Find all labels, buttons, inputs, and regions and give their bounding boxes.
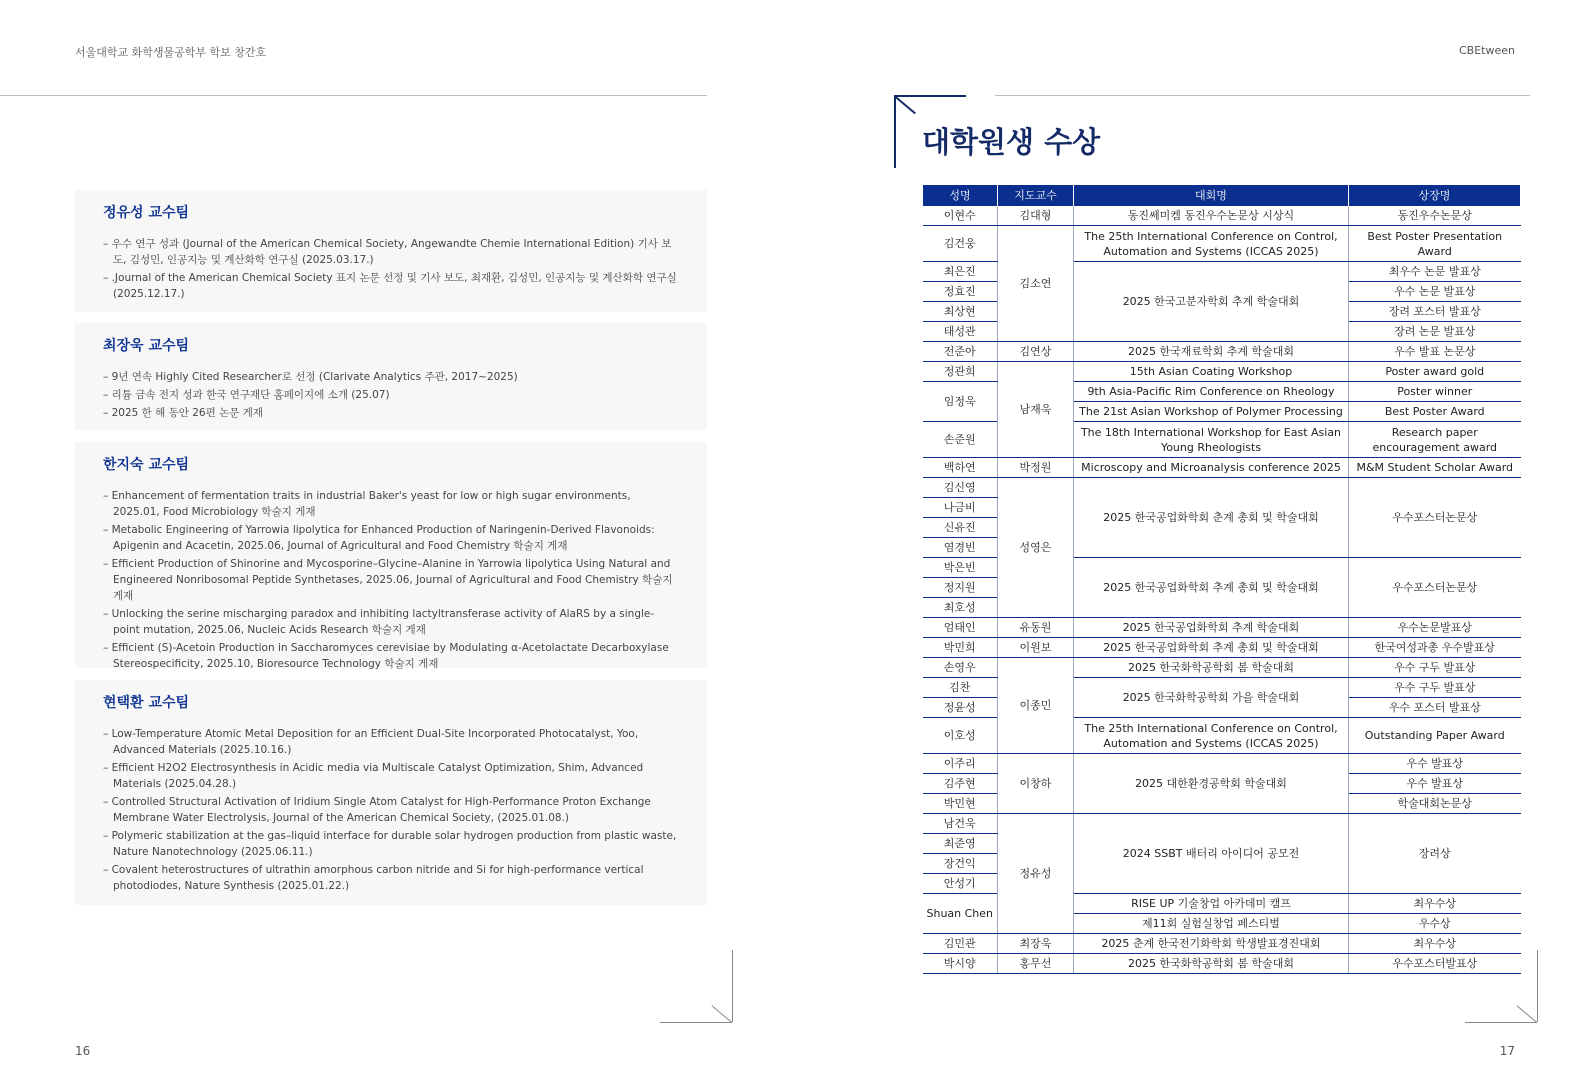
name-cell: 백하연 xyxy=(923,458,998,478)
prize-cell: 우수포스터논문상 xyxy=(1349,558,1521,618)
name-cell: 신유진 xyxy=(923,518,998,538)
name-cell: 김주현 xyxy=(923,774,998,794)
prize-cell: 우수 발표 논문상 xyxy=(1349,342,1521,362)
header-divider-right xyxy=(995,95,1530,96)
prize-cell: 우수상 xyxy=(1349,914,1521,934)
table-row xyxy=(923,226,1521,262)
team-item: – Efficient (S)-Acetoin Production in Saccharomyces cerevisiae by Modulating α-Acetolactate Decarboxylase Stereospecificity, 2025.10, Bioresource Technology 학술지 게재 xyxy=(103,640,679,672)
name-cell: 김신영 xyxy=(923,478,998,498)
name-cell: 이호성 xyxy=(923,718,998,754)
advisor-cell: 유동원 xyxy=(998,618,1074,638)
prize-cell: Poster award gold xyxy=(1349,362,1521,382)
name-cell: 임정욱 xyxy=(923,382,998,422)
page-number-left: 16 xyxy=(75,1044,91,1058)
corner-ornament-right xyxy=(1465,950,1540,1025)
advisor-cell: 이창하 xyxy=(998,754,1074,814)
advisor-cell: 이종민 xyxy=(998,658,1074,754)
name-cell: 김건웅 xyxy=(923,226,998,262)
team-item: – 우수 연구 성과 (Journal of the American Chemical Society, Angewandte Chemie International Edition) 기사 보도, 김성민, 인공지능 및 계산화학 연구실 (2025.03.17.) xyxy=(103,236,679,268)
column-header: 지도교수 xyxy=(998,185,1074,206)
team-item: – 9년 연속 Highly Cited Researcher로 선정 (Clarivate Analytics 주관, 2017~2025) xyxy=(103,369,679,385)
contest-cell: RISE UP 기술창업 아카데미 캠프 xyxy=(1074,894,1349,914)
team-card-choi xyxy=(75,323,707,430)
prize-cell: 우수 논문 발표상 xyxy=(1349,282,1521,302)
name-cell: 남건욱 xyxy=(923,814,998,834)
contest-cell: 2025 한국공업화학회 추계 학술대회 xyxy=(1074,618,1349,638)
name-cell: 박민현 xyxy=(923,794,998,814)
contest-cell: 2025 한국공업화학회 추계 총회 및 학술대회 xyxy=(1074,558,1349,618)
advisor-cell: 김소연 xyxy=(998,226,1074,342)
name-cell: 손영우 xyxy=(923,658,998,678)
name-cell: 손준원 xyxy=(923,422,998,458)
table-row xyxy=(923,618,1521,638)
prize-cell: Best Poster Award xyxy=(1349,402,1521,422)
contest-cell: 2024 SSBT 배터리 아이디어 공모전 xyxy=(1074,814,1349,894)
prize-cell: 장려 논문 발표상 xyxy=(1349,322,1521,342)
contest-cell: 2025 한국공업화학회 춘계 총회 및 학술대회 xyxy=(1074,478,1349,558)
team-item: – Enhancement of fermentation traits in industrial Baker's yeast for low or high sugar environments, 2025.01, Food Microbiology 학술지 게재 xyxy=(103,488,679,520)
prize-cell: Poster winner xyxy=(1349,382,1521,402)
section-title: 대학원생 수상 xyxy=(922,125,1101,159)
table-row xyxy=(923,206,1521,226)
table-row xyxy=(923,342,1521,362)
team-item-list xyxy=(103,236,679,302)
advisor-cell: 정유성 xyxy=(998,814,1074,934)
name-cell: 안성기 xyxy=(923,874,998,894)
team-card-han xyxy=(75,442,707,668)
name-cell: 정관희 xyxy=(923,362,998,382)
advisor-cell: 이원보 xyxy=(998,638,1074,658)
prize-cell: 우수 발표상 xyxy=(1349,774,1521,794)
name-cell: 박민희 xyxy=(923,638,998,658)
title-bracket xyxy=(894,95,896,168)
advisor-cell: 김대형 xyxy=(998,206,1074,226)
team-item: – Metabolic Engineering of Yarrowia lipolytica for Enhanced Production of Naringenin-Derived Flavonoids: Apigenin and Acacetin, 2025.06, Journal of Agricultural and Food Chemistry 학술지 게재 xyxy=(103,522,679,554)
table-row xyxy=(923,954,1521,974)
team-card-hyeon xyxy=(75,680,707,905)
contest-cell: 2025 한국화학공학회 봄 학술대회 xyxy=(1074,658,1349,678)
contest-cell: 2025 한국화학공학회 봄 학술대회 xyxy=(1074,954,1349,974)
advisor-cell: 성영은 xyxy=(998,478,1074,618)
column-header: 대회명 xyxy=(1074,185,1349,206)
advisor-cell: 김연상 xyxy=(998,342,1074,362)
prize-cell: 우수 구두 발표상 xyxy=(1349,678,1521,698)
name-cell: 태성관 xyxy=(923,322,998,342)
prize-cell: 학술대회논문상 xyxy=(1349,794,1521,814)
name-cell: 김찬 xyxy=(923,678,998,698)
contest-cell: Microscopy and Microanalysis conference 2025 xyxy=(1074,458,1349,478)
prize-cell: 동진우수논문상 xyxy=(1349,206,1521,226)
prize-cell: 최우수상 xyxy=(1349,934,1521,954)
team-item: – Efficient H2O2 Electrosynthesis in Acidic media via Multiscale Catalyst Optimization, Shim, Advanced Materials (2025.04.28.) xyxy=(103,760,679,792)
name-cell: 김민관 xyxy=(923,934,998,954)
prize-cell: Research paper encouragement award xyxy=(1349,422,1521,458)
team-item: – Controlled Structural Activation of Iridium Single Atom Catalyst for High-Performance Proton Exchange Membrane Water Electrolysis, Journal of the American Chemical Society, (2025.01.08.) xyxy=(103,794,679,826)
team-name: 한지숙 교수팀 xyxy=(103,457,190,473)
team-item: – Efficient Production of Shinorine and Mycosporine–Glycine–Alanine in Yarrowia lipolytica Using Natural and Engineered Nonribosomal Peptide Synthetases, 2025.06, Journal of Agricultural and Food Chemistry 학술지 게재 xyxy=(103,556,679,604)
prize-cell: 우수 구두 발표상 xyxy=(1349,658,1521,678)
header-divider-left xyxy=(0,95,707,96)
name-cell: 최상현 xyxy=(923,302,998,322)
name-cell: 염경빈 xyxy=(923,538,998,558)
prize-cell: 장려 포스터 발표상 xyxy=(1349,302,1521,322)
team-card-jung xyxy=(75,190,707,312)
prize-cell: 우수 발표상 xyxy=(1349,754,1521,774)
name-cell: 엄태인 xyxy=(923,618,998,638)
column-header: 성명 xyxy=(923,185,998,206)
contest-cell: The 18th International Workshop for East Asian Young Rheologists xyxy=(1074,422,1349,458)
prize-cell: 한국여성과총 우수발표상 xyxy=(1349,638,1521,658)
team-item: – Unlocking the serine mischarging paradox and inhibiting lactyltransferase activity of AlaRS by a single-point mutation, 2025.06, Nucleic Acids Research 학술지 게재 xyxy=(103,606,679,638)
header-publication-title: 서울대학교 화학생물공학부 학보 창간호 xyxy=(75,46,267,59)
prize-cell: 우수 포스터 발표상 xyxy=(1349,698,1521,718)
title-bracket-top xyxy=(894,95,966,97)
team-item: – 리튬 금속 전지 성과 한국 연구재단 홈페이지에 소개 (25.07) xyxy=(103,387,679,403)
prize-cell: Best Poster Presentation Award xyxy=(1349,226,1521,262)
team-name: 정유성 교수팀 xyxy=(103,205,190,221)
page-number-right: 17 xyxy=(1499,1044,1515,1058)
advisor-cell: 남재욱 xyxy=(998,362,1074,458)
corner-ornament-left xyxy=(660,950,735,1025)
contest-cell: 15th Asian Coating Workshop xyxy=(1074,362,1349,382)
advisor-cell: 홍무선 xyxy=(998,954,1074,974)
name-cell: 정윤성 xyxy=(923,698,998,718)
name-cell: 정지원 xyxy=(923,578,998,598)
team-item: – Covalent heterostructures of ultrathin amorphous carbon nitride and Si for high-performance vertical photodiodes, Nature Synthesis (2025.01.22.) xyxy=(103,862,679,894)
team-item-list xyxy=(103,369,679,421)
contest-cell: 2025 한국재료학회 추계 학술대회 xyxy=(1074,342,1349,362)
column-header: 상장명 xyxy=(1349,185,1521,206)
prize-cell: 우수포스터발표상 xyxy=(1349,954,1521,974)
table-row xyxy=(923,362,1521,382)
contest-cell: 동진쎄미켐 동진우수논문상 시상식 xyxy=(1074,206,1349,226)
awards-table xyxy=(922,185,1521,974)
team-item-list xyxy=(103,726,679,894)
table-row xyxy=(923,754,1521,774)
team-item: – Low-Temperature Atomic Metal Deposition for an Efficient Dual-Site Incorporated Photocatalyst, Yoo, Advanced Materials (2025.10.16.) xyxy=(103,726,679,758)
name-cell: 박은빈 xyxy=(923,558,998,578)
header-brand: CBEtween xyxy=(1459,44,1515,57)
team-item: – 2025 한 해 동안 26편 논문 게재 xyxy=(103,405,679,421)
name-cell: 이주리 xyxy=(923,754,998,774)
team-item: – .Journal of the American Chemical Society 표지 논문 선정 및 기사 보도, 최재환, 김성민, 인공지능 및 계산화학 연구실 (2025.12.17.) xyxy=(103,270,679,302)
prize-cell: 최우수 논문 발표상 xyxy=(1349,262,1521,282)
team-item: – Polymeric stabilization at the gas–liquid interface for durable solar hydrogen production from plastic waste, Nature Nanotechnology (2025.06.11.) xyxy=(103,828,679,860)
contest-cell: 9th Asia-Pacific Rim Conference on Rheology xyxy=(1074,382,1349,402)
team-name: 현택환 교수팀 xyxy=(103,695,190,711)
advisor-cell: 박정원 xyxy=(998,458,1074,478)
team-name: 최장욱 교수팀 xyxy=(103,338,190,354)
contest-cell: 2025 춘계 한국전기화학회 학생발표경진대회 xyxy=(1074,934,1349,954)
contest-cell: 2025 대한환경공학회 학술대회 xyxy=(1074,754,1349,814)
table-row xyxy=(923,458,1521,478)
name-cell: 최준영 xyxy=(923,834,998,854)
contest-cell: 2025 한국화학공학회 가을 학술대회 xyxy=(1074,678,1349,718)
table-row xyxy=(923,638,1521,658)
title-bracket-diagonal xyxy=(895,96,916,114)
contest-cell: The 21st Asian Workshop of Polymer Processing xyxy=(1074,402,1349,422)
prize-cell: 최우수상 xyxy=(1349,894,1521,914)
prize-cell: 우수포스터논문상 xyxy=(1349,478,1521,558)
name-cell: 나금비 xyxy=(923,498,998,518)
contest-cell: 2025 한국고분자학회 추계 학술대회 xyxy=(1074,262,1349,342)
table-row xyxy=(923,934,1521,954)
name-cell: 박시양 xyxy=(923,954,998,974)
contest-cell: The 25th International Conference on Control, Automation and Systems (ICCAS 2025) xyxy=(1074,226,1349,262)
name-cell: 이현수 xyxy=(923,206,998,226)
name-cell: 최호성 xyxy=(923,598,998,618)
table-row xyxy=(923,658,1521,678)
prize-cell: Outstanding Paper Award xyxy=(1349,718,1521,754)
name-cell: Shuan Chen xyxy=(923,894,998,934)
name-cell: 정효진 xyxy=(923,282,998,302)
contest-cell: 제11회 실험실창업 페스티벌 xyxy=(1074,914,1349,934)
name-cell: 최은진 xyxy=(923,262,998,282)
table-row xyxy=(923,478,1521,498)
advisor-cell: 최장욱 xyxy=(998,934,1074,954)
prize-cell: 장려상 xyxy=(1349,814,1521,894)
name-cell: 장건익 xyxy=(923,854,998,874)
contest-cell: 2025 한국공업화학회 추계 총회 및 학술대회 xyxy=(1074,638,1349,658)
table-header-row xyxy=(923,185,1521,206)
name-cell: 전준아 xyxy=(923,342,998,362)
team-item-list xyxy=(103,488,679,672)
contest-cell: The 25th International Conference on Control, Automation and Systems (ICCAS 2025) xyxy=(1074,718,1349,754)
table-row xyxy=(923,814,1521,834)
prize-cell: M&M Student Scholar Award xyxy=(1349,458,1521,478)
prize-cell: 우수논문발표상 xyxy=(1349,618,1521,638)
